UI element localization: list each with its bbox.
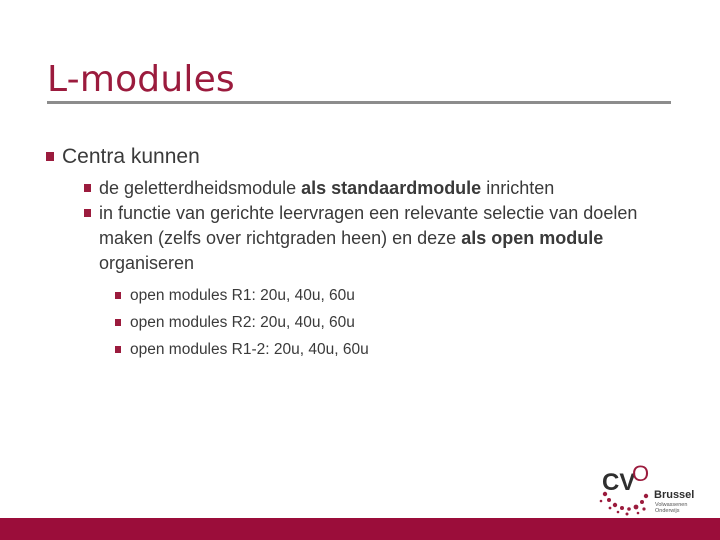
bullet-item	[45, 142, 675, 172]
logo-line2-text: Onderwijs	[655, 508, 680, 514]
logo-city-text: Brussel	[654, 489, 695, 501]
square-bullet-icon	[84, 184, 91, 192]
slide-title: L-modules	[47, 59, 235, 100]
square-bullet-icon	[84, 209, 91, 217]
sub-sub-bullet-text: open modules R1: 20u, 40u, 60u	[130, 287, 355, 304]
square-bullet-icon	[115, 319, 121, 326]
text-run: inrichten	[481, 178, 555, 198]
text-run: organiseren	[99, 253, 195, 273]
sub-sub-bullet-item	[114, 282, 675, 309]
footer-bar	[0, 518, 720, 540]
square-bullet-icon	[115, 346, 121, 353]
sub-sub-bullet-text: open modules R2: 20u, 40u, 60u	[130, 314, 355, 331]
sub-sub-bullet-text: open modules R1-2: 20u, 40u, 60u	[130, 341, 369, 358]
sub-bullet-item	[83, 176, 675, 201]
sub-bullet-text	[99, 203, 637, 273]
square-bullet-icon	[46, 152, 54, 161]
sub-sub-bullet-item	[114, 309, 675, 336]
bold-text-run: als open module	[461, 228, 604, 248]
bold-text-run: als standaardmodule	[301, 178, 482, 198]
bullet-text: Centra kunnen	[62, 145, 200, 168]
logo-cv-text: CV	[602, 469, 636, 496]
cvo-brussel-logo	[596, 462, 706, 518]
title-divider	[47, 101, 671, 104]
sub-bullet-item	[83, 201, 659, 276]
slide-content	[45, 142, 675, 363]
text-run: de geletterdheidsmodule	[99, 178, 302, 198]
logo-line1-text: Volwassenen	[655, 502, 688, 508]
logo-o-text: O	[632, 462, 650, 486]
sub-sub-bullet-list	[83, 282, 675, 363]
sub-bullet-list	[45, 176, 675, 363]
sub-bullet-text	[99, 178, 554, 198]
text-run: in functie van gerichte leervragen een relevante selectie van doelen maken (zelfs over richtgraden heen) en deze	[99, 203, 638, 248]
square-bullet-icon	[115, 292, 121, 299]
sub-sub-bullet-item	[114, 336, 675, 363]
